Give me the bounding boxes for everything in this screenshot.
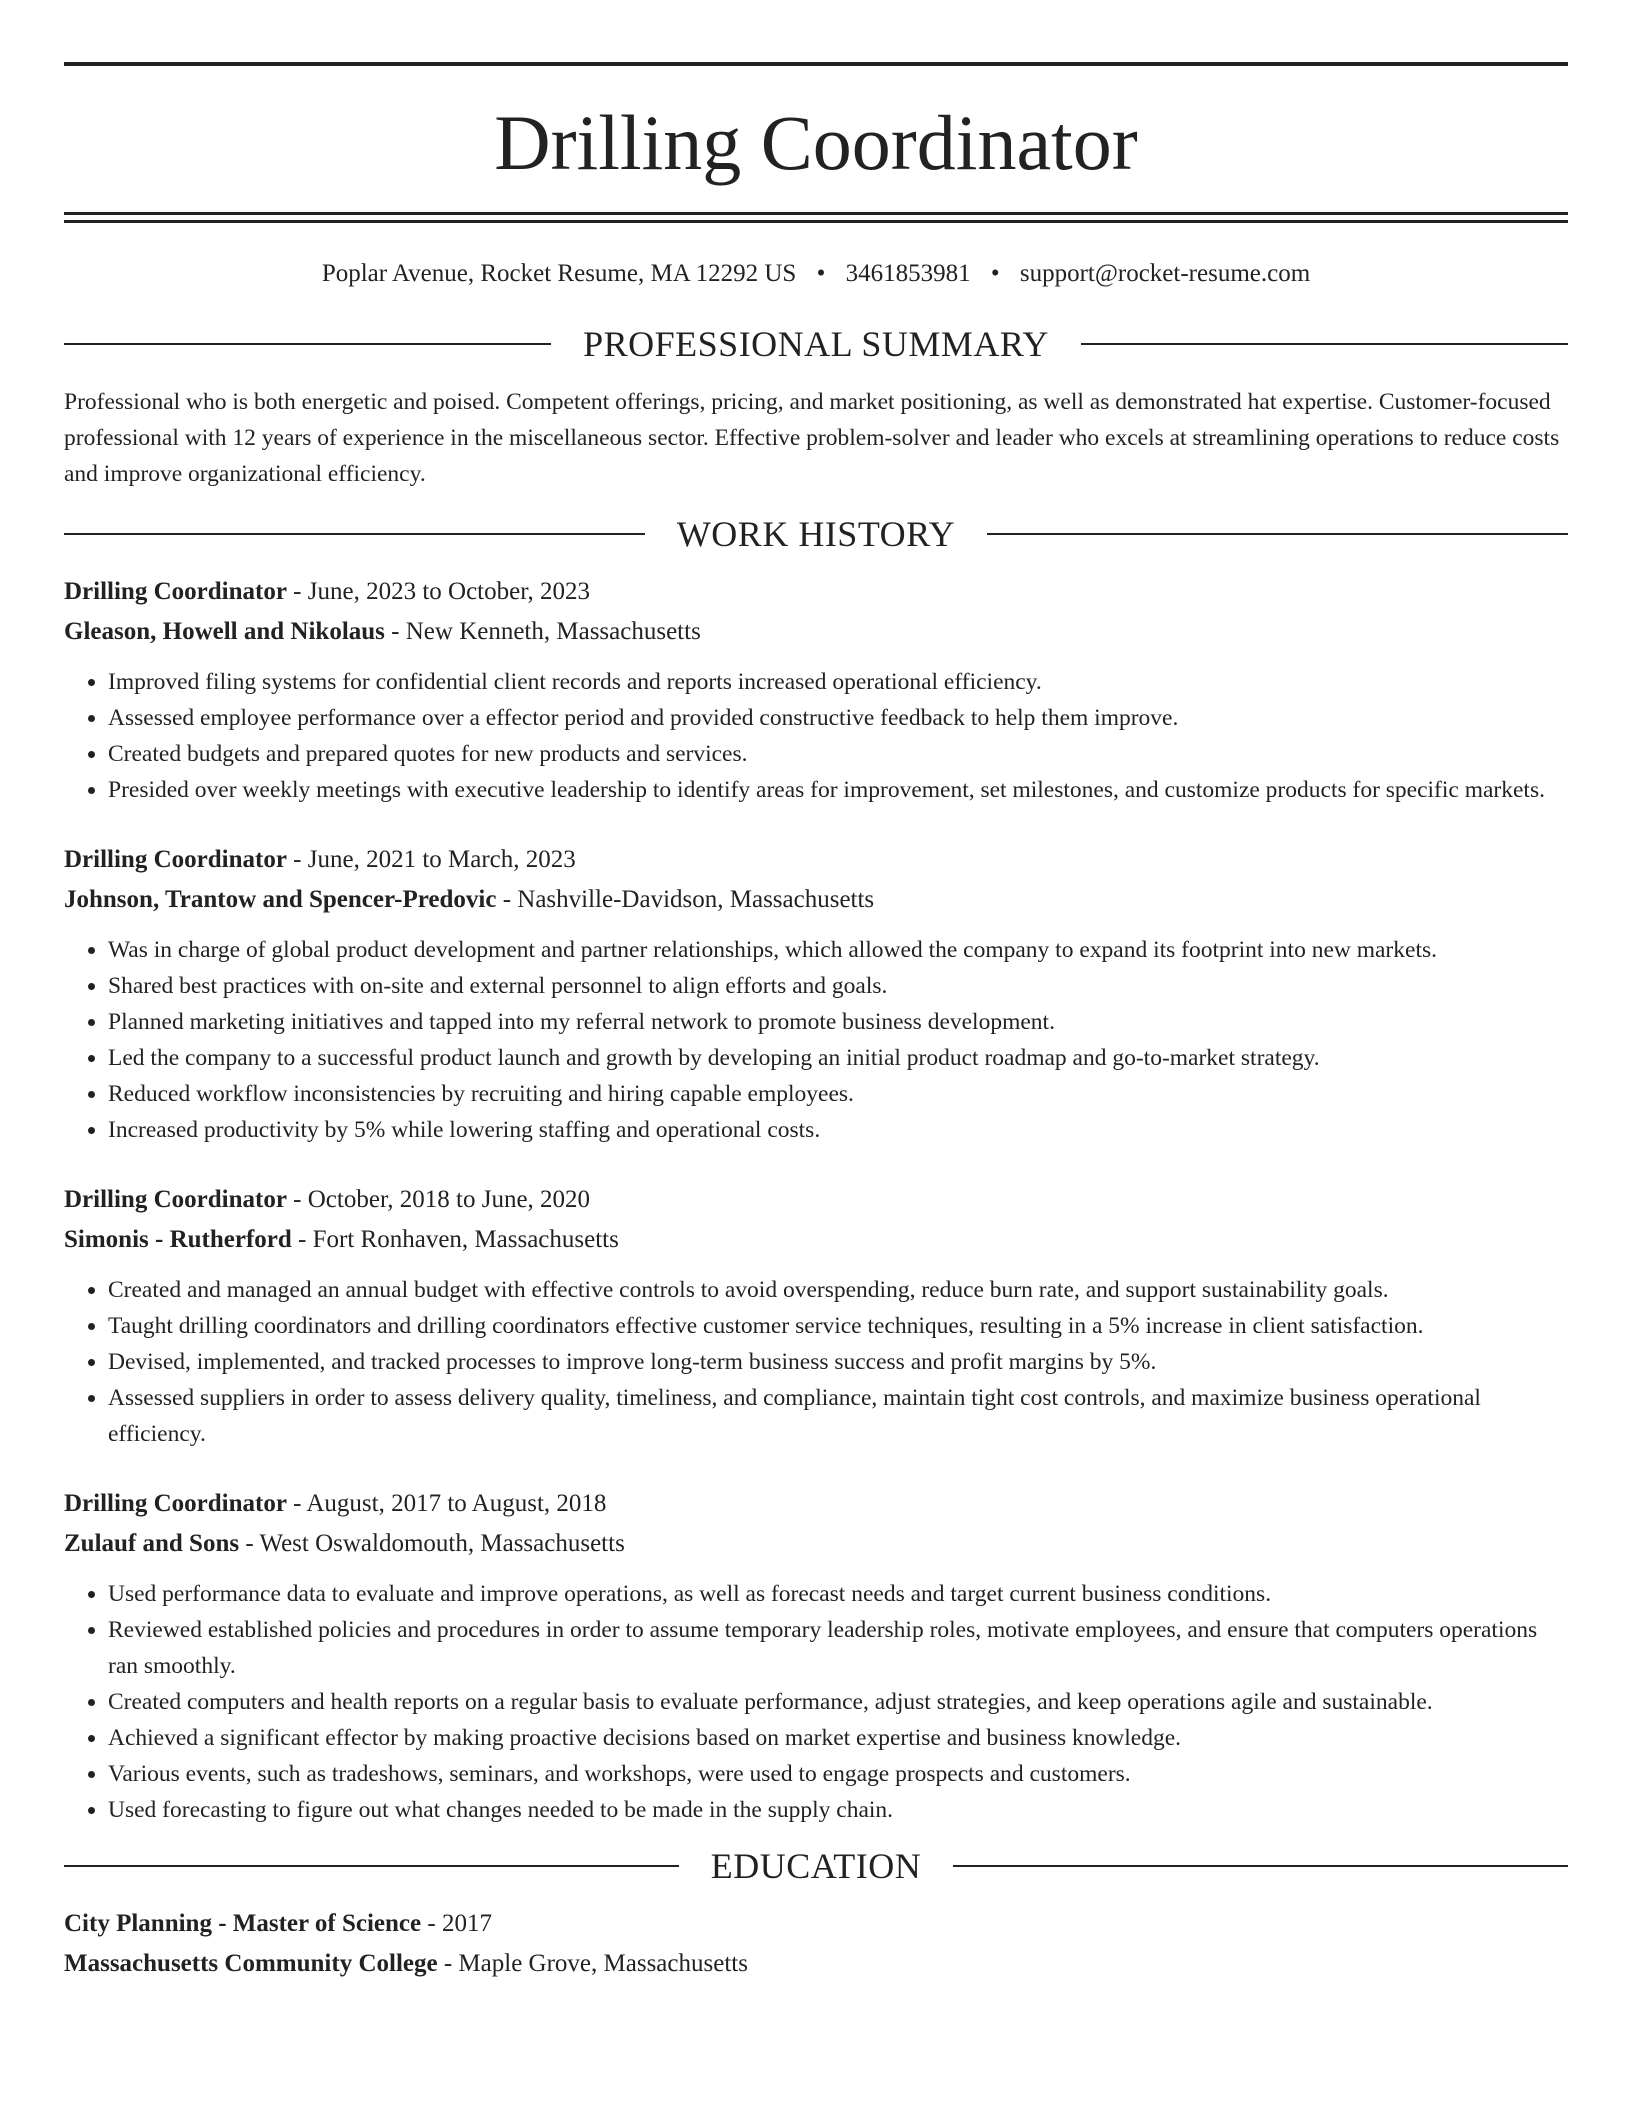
job-bullet: • Assessed suppliers in order to assess delivery quality, timeliness, and compliance, maintain tight cost controls, and maximize business operational efficiency. [108,1380,1568,1452]
job-bullet: • Planned marketing initiatives and tapped into my referral network to promote business development. [108,1004,1568,1040]
job-title: Drilling Coordinator [64,1490,287,1517]
education-heading [64,1848,1568,1884]
job-bullet: • Devised, implemented, and tracked processes to improve long-term business success and profit margins by 5%. [108,1344,1568,1380]
job-bullet: • Assessed employee performance over a effector period and provided constructive feedback to help them improve. [108,700,1568,736]
job-title: Drilling Coordinator [64,1186,287,1213]
job-title-line: Drilling Coordinator - June, 2023 to October, 2023 [64,578,591,605]
job-company-line: Simonis - Rutherford - Fort Ronhaven, Massachusetts [64,1226,619,1253]
job-bullet: • Increased productivity by 5% while lowering staffing and operational costs. [108,1112,1568,1148]
job-company-line: Zulauf and Sons - West Oswaldomouth, Massachusetts [64,1530,625,1557]
job-company: Zulauf and Sons [64,1530,240,1557]
job-bullet: • Shared best practices with on-site and external personnel to align efforts and goals. [108,968,1568,1004]
contact-email: support@rocket-resume.com [1019,260,1311,287]
job-entry [64,1484,1568,1828]
job-bullet: • Reviewed established policies and procedures in order to assume temporary leadership roles, motivate employees, and ensure that computers operations ran smoothly. [108,1612,1568,1684]
job-bullet: • Used forecasting to figure out what changes needed to be made in the supply chain. [108,1792,1568,1828]
job-bullet: • Was in charge of global product development and partner relationships, which allowed the company to expand its footprint into new markets. [108,932,1568,968]
education-degree: City Planning - Master of Science [64,1910,422,1937]
job-company: Simonis - Rutherford [64,1226,292,1253]
education-location: Maple Grove, Massachusetts [458,1950,748,1977]
work-history-heading-label: WORK HISTORY [676,514,956,554]
heading-rule-left [64,533,645,535]
job-title: Drilling Coordinator [64,846,287,873]
work-history-list [64,572,1568,1828]
contact-separator: • [816,260,826,287]
job-bullets [64,664,1568,808]
heading-rule-left [64,343,551,345]
job-company: Johnson, Trantow and Spencer-Predovic [64,886,497,913]
contact-separator: • [990,260,1000,287]
job-bullet: • Reduced workflow inconsistencies by recruiting and hiring capable employees. [108,1076,1568,1112]
job-dates: October, 2018 to June, 2020 [307,1186,591,1213]
job-dates: June, 2023 to October, 2023 [307,578,591,605]
job-company: Gleason, Howell and Nikolaus [64,618,385,645]
job-bullet: • Created and managed an annual budget with effective controls to avoid overspending, reduce burn rate, and support sustainability goals. [108,1272,1568,1308]
job-company-line: Gleason, Howell and Nikolaus - New Kenneth, Massachusetts [64,618,701,645]
job-entry [64,840,1568,1148]
summary-heading-label: PROFESSIONAL SUMMARY [583,324,1049,364]
job-bullet: • Created budgets and prepared quotes for new products and services. [108,736,1568,772]
job-location: Fort Ronhaven, Massachusetts [312,1226,619,1253]
contact-phone: 3461853981 [845,260,971,287]
job-entry [64,572,1568,808]
job-location: New Kenneth, Massachusetts [405,618,701,645]
education-school: Massachusetts Community College [64,1950,438,1977]
contact-line [64,260,1568,288]
job-bullet: • Used performance data to evaluate and improve operations, as well as forecast needs and target current business conditions. [108,1576,1568,1612]
job-dates: August, 2017 to August, 2018 [306,1490,607,1517]
summary-text: Professional who is both energetic and poised. Competent offerings, pricing, and market positioning, as well as demonstrated hat expertise. Customer-focused professional with 12 years of experience in the miscellaneous sector. Effective problem-solver and leader who excels at streamlining operations to reduce costs and improve organizational efficiency. [64,389,1560,487]
job-bullets [64,932,1568,1148]
double-rule [64,212,1568,223]
job-bullet: • Various events, such as tradeshows, seminars, and workshops, were used to engage prospects and customers. [108,1756,1568,1792]
education-heading-label: EDUCATION [710,1846,922,1886]
summary-heading [64,326,1568,362]
job-location: West Oswaldomouth, Massachusetts [259,1530,625,1557]
job-title: Drilling Coordinator [64,578,287,605]
job-bullet: • Led the company to a successful product launch and growth by developing an initial product roadmap and go-to-market strategy. [108,1040,1568,1076]
heading-rule-right [987,533,1568,535]
heading-rule-left [64,1865,679,1867]
job-bullet: • Achieved a significant effector by making proactive decisions based on market expertise and business knowledge. [108,1720,1568,1756]
job-bullet: • Presided over weekly meetings with executive leadership to identify areas for improvement, set milestones, and customize products for specific markets. [108,772,1568,808]
education-degree-line: City Planning - Master of Science - 2017 [64,1910,492,1937]
education-year: 2017 [441,1910,492,1937]
job-bullet: • Taught drilling coordinators and drilling coordinators effective customer service techniques, resulting in a 5% increase in client satisfaction. [108,1308,1568,1344]
job-bullets [64,1272,1568,1452]
job-dates: June, 2021 to March, 2023 [307,846,576,873]
job-title-line: Drilling Coordinator - June, 2021 to March, 2023 [64,846,576,873]
resume-title: Drilling Coordinator [494,99,1138,186]
job-title-line: Drilling Coordinator - August, 2017 to August, 2018 [64,1490,607,1517]
contact-address: Poplar Avenue, Rocket Resume, MA 12292 US [321,260,797,287]
job-entry [64,1180,1568,1452]
job-bullet: • Improved filing systems for confidential client records and reports increased operational efficiency. [108,664,1568,700]
work-history-heading [64,516,1568,552]
heading-rule-right [953,1865,1568,1867]
job-location: Nashville-Davidson, Massachusetts [517,886,875,913]
education-entry [64,1904,1568,1984]
job-bullet: • Created computers and health reports on a regular basis to evaluate performance, adjust strategies, and keep operations agile and sustainable. [108,1684,1568,1720]
heading-rule-right [1081,343,1568,345]
education-school-line: Massachusetts Community College - Maple Grove, Massachusetts [64,1950,748,1977]
job-title-line: Drilling Coordinator - October, 2018 to June, 2020 [64,1186,591,1213]
job-bullets [64,1576,1568,1828]
job-company-line: Johnson, Trantow and Spencer-Predovic - Nashville-Davidson, Massachusetts [64,886,875,913]
top-rule [64,62,1568,66]
